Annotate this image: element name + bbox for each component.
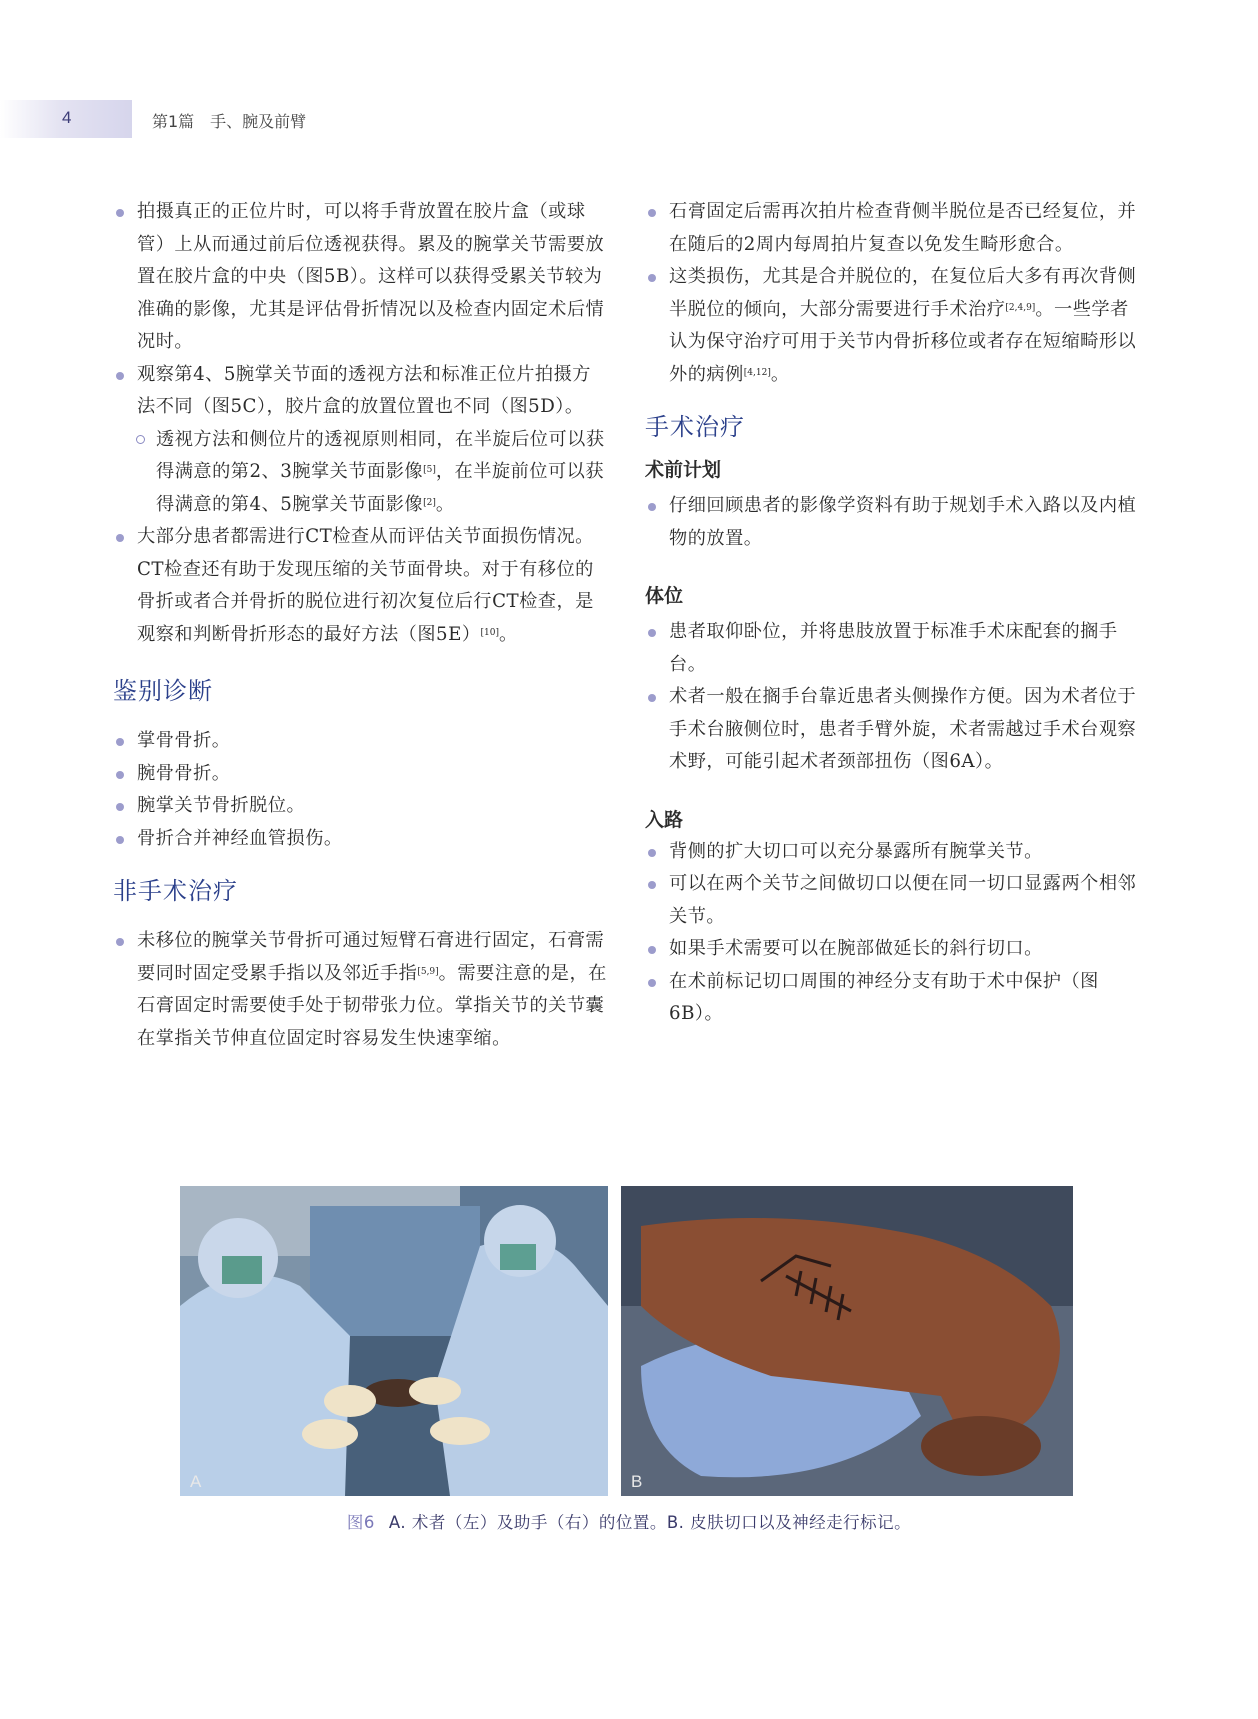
list-item: 患者取仰卧位，并将患肢放置于标准手术床配套的搁手台。 bbox=[645, 616, 1141, 681]
list-item: 腕骨骨折。 bbox=[113, 758, 609, 791]
list-item: 这类损伤，尤其是合并脱位的，在复位后大多有再次背侧半脱位的倾向，大部分需要进行手术治疗[2,4,9]。一些学者认为保守治疗可用于关节内骨折移位或者存在短缩畸形以外的病例[4,12]。 bbox=[645, 261, 1141, 391]
figure-panel-b bbox=[621, 1186, 1073, 1496]
list-item: 大部分患者都需进行CT检查从而评估关节面损伤情况。CT检查还有助于发现压缩的关节面骨块。对于有移位的骨折或者合并骨折的脱位进行初次复位后行CT检查，是观察和判断骨折形态的最好方法（图5E）[10]。 bbox=[113, 521, 609, 651]
figure-number: 图6 bbox=[346, 1513, 375, 1532]
differential-list bbox=[113, 725, 609, 855]
section-heading-operative: 手术治疗 bbox=[645, 413, 745, 441]
approach-list bbox=[645, 836, 1141, 1031]
page-number: 4 bbox=[62, 108, 72, 127]
followup-list bbox=[645, 196, 1141, 391]
running-title: 第1篇 手、腕及前臂 bbox=[152, 112, 307, 131]
panel-b-label: B bbox=[631, 1472, 643, 1491]
list-item: 如果手术需要可以在腕部做延长的斜行切口。 bbox=[645, 933, 1141, 966]
list-item: 石膏固定后需再次拍片检查背侧半脱位是否已经复位，并在随后的2周内每周拍片复查以免发生畸形愈合。 bbox=[645, 196, 1141, 261]
citation: [10] bbox=[480, 627, 500, 638]
subheading-preop: 术前计划 bbox=[645, 459, 722, 481]
caption-text: A. 术者（左）及助手（右）的位置。B. 皮肤切口以及神经走行标记。 bbox=[388, 1513, 912, 1532]
list-item: 腕掌关节骨折脱位。 bbox=[113, 790, 609, 823]
citation: [2] bbox=[423, 497, 436, 508]
list-item: 可以在两个关节之间做切口以便在同一切口显露两个相邻关节。 bbox=[645, 868, 1141, 933]
list-item: 骨折合并神经血管损伤。 bbox=[113, 823, 609, 856]
list-item: 掌骨骨折。 bbox=[113, 725, 609, 758]
citation: [2,4,9] bbox=[1005, 302, 1036, 313]
position-list bbox=[645, 616, 1141, 779]
list-item: 背侧的扩大切口可以充分暴露所有腕掌关节。 bbox=[645, 836, 1141, 869]
right-column bbox=[645, 196, 1141, 1031]
imaging-list bbox=[113, 196, 609, 651]
list-item: 仔细回顾患者的影像学资料有助于规划手术入路以及内植物的放置。 bbox=[645, 490, 1141, 555]
panel-a-label: A bbox=[190, 1472, 202, 1491]
nonoperative-list bbox=[113, 925, 609, 1055]
operating-room-photo bbox=[180, 1186, 608, 1496]
list-item: 观察第4、5腕掌关节面的透视方法和标准正位片拍摄方法不同（图5C），胶片盒的放置位置也不同（图5D）。 bbox=[113, 359, 609, 424]
section-heading-nonoperative: 非手术治疗 bbox=[113, 877, 238, 905]
preop-list bbox=[645, 490, 1141, 555]
hand-incision-photo bbox=[621, 1186, 1073, 1496]
figure-caption bbox=[0, 1509, 1258, 1533]
section-heading-differential: 鉴别诊断 bbox=[113, 677, 213, 705]
subheading-approach: 入路 bbox=[645, 808, 684, 831]
list-item: 未移位的腕掌关节骨折可通过短臂石膏进行固定，石膏需要同时固定受累手指以及邻近手指[5,9]。需要注意的是，在石膏固定时需要使手处于韧带张力位。掌指关节的关节囊在掌指关节伸直位固定时容易发生快速挛缩。 bbox=[113, 925, 609, 1055]
left-column bbox=[113, 196, 609, 1055]
page-header bbox=[0, 100, 1258, 138]
list-item: 术者一般在搁手台靠近患者头侧操作方便。因为术者位于手术台腋侧位时，患者手臂外旋，术者需越过手术台观察术野，可能引起术者颈部扭伤（图6A）。 bbox=[645, 681, 1141, 779]
list-item: 拍摄真正的正位片时，可以将手背放置在胶片盒（或球管）上从而通过前后位透视获得。累及的腕掌关节需要放置在胶片盒的中央（图5B）。这样可以获得受累关节较为准确的影像，尤其是评估骨折情况以及检查内固定术后情况时。 bbox=[113, 196, 609, 359]
subheading-position: 体位 bbox=[645, 585, 684, 607]
citation: [5,9] bbox=[417, 966, 439, 977]
list-item: 在术前标记切口周围的神经分支有助于术中保护（图6B）。 bbox=[645, 966, 1141, 1031]
figure-panel-a bbox=[180, 1186, 608, 1496]
sub-list-item: 透视方法和侧位片的透视原则相同，在半旋后位可以获得满意的第2、3腕掌关节面影像[5]，在半旋前位可以获得满意的第4、5腕掌关节面影像[2]。 bbox=[113, 424, 609, 522]
citation: [4,12] bbox=[743, 367, 771, 378]
citation: [5] bbox=[423, 465, 436, 475]
